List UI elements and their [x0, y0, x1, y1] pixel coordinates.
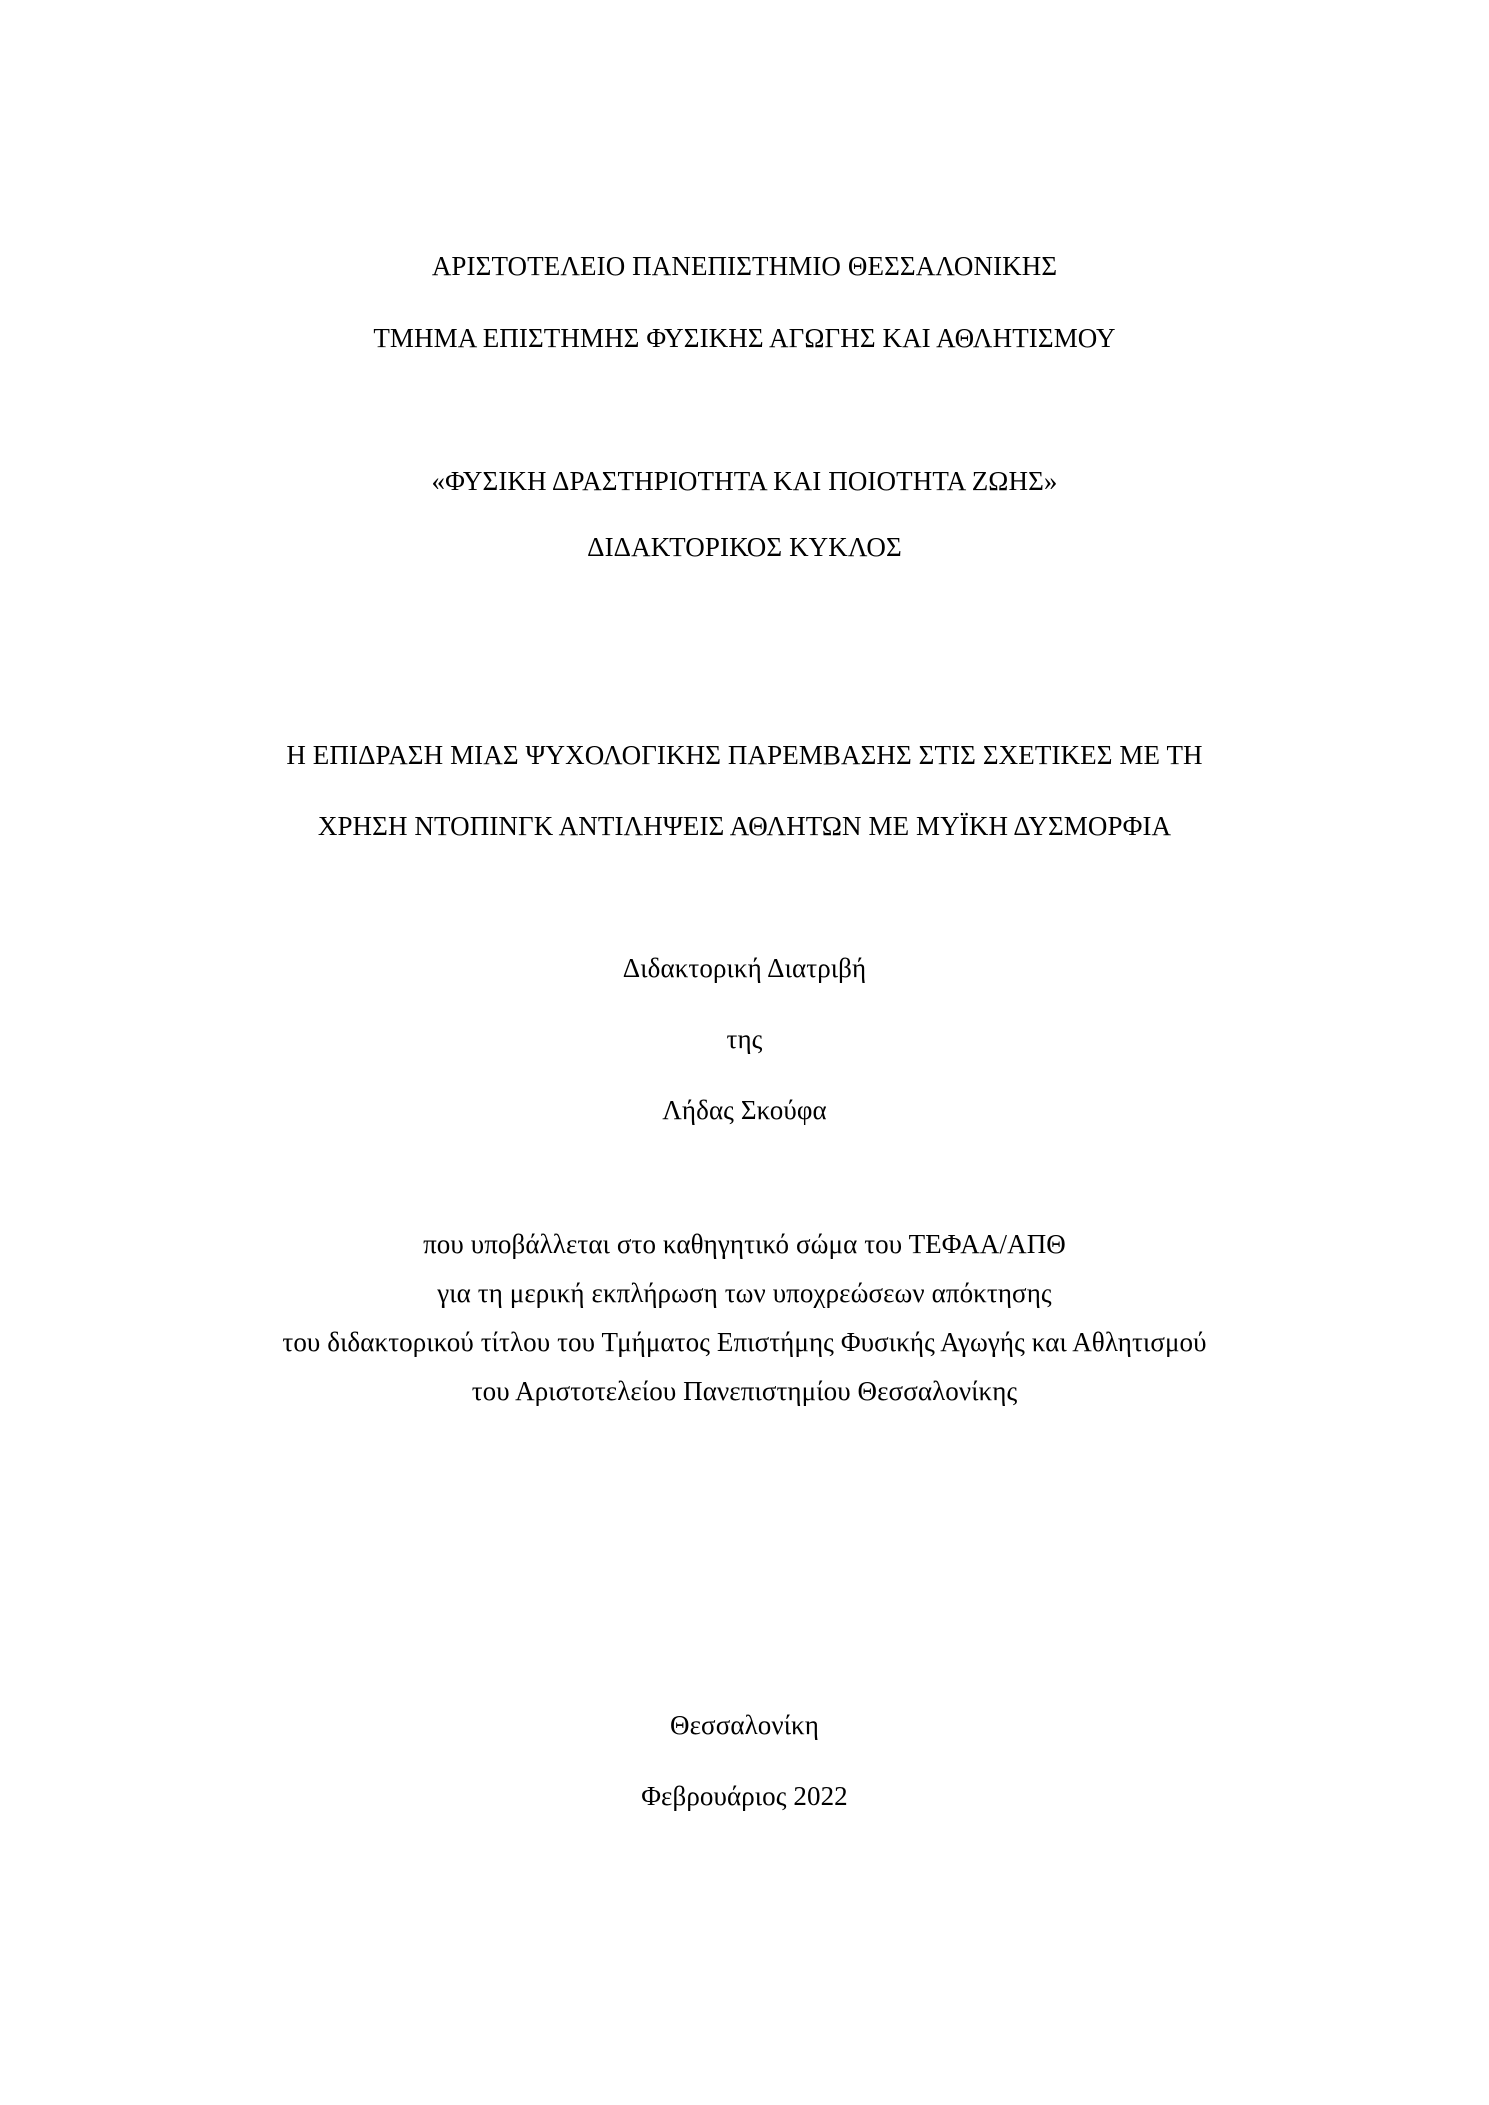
author-name: Λήδας Σκούφα [662, 1095, 827, 1125]
city: Θεσσαλονίκη [670, 1710, 819, 1740]
submission-line-1: που υποβάλλεται στο καθηγητικό σώμα του ΤΕΦΑΑ/ΑΠΘ [423, 1229, 1066, 1259]
submission-line-4: του Αριστοτελείου Πανεπιστημίου Θεσσαλονίκης [471, 1376, 1018, 1406]
program-name: «ΦΥΣΙΚΗ ΔΡΑΣΤΗΡΙΟΤΗΤΑ ΚΑΙ ΠΟΙΟΤΗΤΑ ΖΩΗΣ» [431, 466, 1058, 496]
doctoral-cycle: ΔΙΔΑΚΤΟΡΙΚΟΣ ΚΥΚΛΟΣ [587, 532, 902, 562]
thesis-title-line-1: Η ΕΠΙΔΡΑΣΗ ΜΙΑΣ ΨΥΧΟΛΟΓΙΚΗΣ ΠΑΡΕΜΒΑΣΗΣ ΣΤΙΣ ΣΧΕΤΙΚΕΣ ΜΕ ΤΗ [286, 740, 1203, 770]
department-name: ΤΜΗΜΑ ΕΠΙΣΤΗΜΗΣ ΦΥΣΙΚΗΣ ΑΓΩΓΗΣ ΚΑΙ ΑΘΛΗΤΙΣΜΟΥ [373, 323, 1116, 353]
date: Φεβρουάριος 2022 [641, 1781, 848, 1811]
of-preposition: της [726, 1024, 763, 1054]
thesis-title-line-2: ΧΡΗΣΗ ΝΤΟΠΙΝΓΚ ΑΝΤΙΛΗΨΕΙΣ ΑΘΛΗΤΩΝ ΜΕ ΜΥΪΚΗ ΔΥΣΜΟΡΦΙΑ [317, 811, 1172, 841]
document-type: Διδακτορική Διατριβή [622, 953, 867, 983]
submission-line-2: για τη μερική εκπλήρωση των υποχρεώσεων απόκτησης [437, 1278, 1052, 1308]
submission-line-3: του διδακτορικού τίτλου του Τμήματος Επιστήμης Φυσικής Αγωγής και Αθλητισμού [282, 1327, 1207, 1357]
university-name: ΑΡΙΣΤΟΤΕΛΕΙΟ ΠΑΝΕΠΙΣΤΗΜΙΟ ΘΕΣΣΑΛΟΝΙΚΗΣ [431, 251, 1058, 281]
